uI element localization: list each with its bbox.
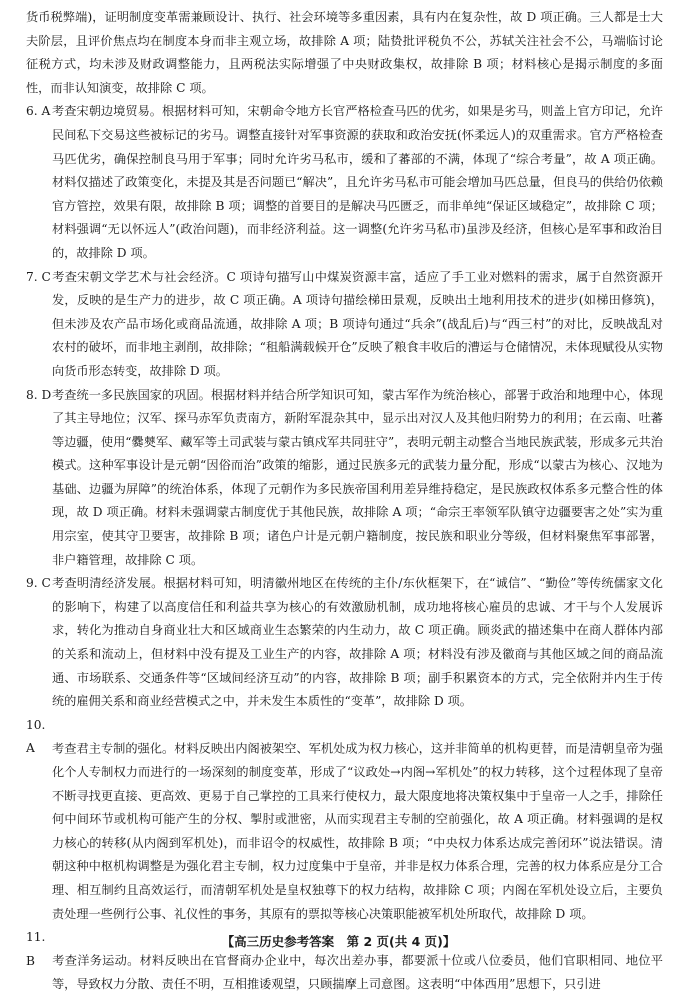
answer-text: 考查宋朝文学艺术与社会经济。C 项诗句描写山中煤炭资源丰富，适应了手工业对燃料的需求，属于自然资源开发，反映的是生产力的进步，故 C 项正确。A 项诗句描绘梯田景观，反映出土地利用技术的进步(如梯田修筑)，但未涉及农产品市场化或商品流通，故排除 A 项；B 项诗句通过“兵余”(战乱后)与“西三村”的对比，反映战乱对农村的破坏，而非地主剥削，故排除；“租船满载候开仓”反映了粮食丰收后的漕运与仓储情况，未体现赋役从实物向货币形态转变，故排除 D 项。 bbox=[52, 269, 663, 378]
answer-text: 考查宋朝边境贸易。根据材料可知，宋朝命令地方长官严格检查马匹的优劣，如果是劣马，则盖上官方印记，允许民间私下交易这些被标记的劣马。调整直接针对军事资源的获取和政治安抚(怀柔远人)的双重需求。官方严格检查马匹优劣，确保控制良马用于军事；同时允许劣马私市，缓和了蕃部的不满，体现了“综合考量”，故 A 项正确。材料仅描述了政策变化，未提及其是否问题已“解决”，且允许劣马私市可能会增加马匹总量，但良马的供给仍依赖官方管控，效果有限，故排除 B 项；调整的首要目的是解决马匹匮乏，而非单纯“保证区域稳定”，故排除 C 项；材料强调“无以怀远人”(政治问题)，而非经济利益。这一调整(允许劣马私市)虽涉及经济，但核心是军事和政治目的，故排除 D 项。 bbox=[52, 104, 663, 260]
answer-number: 6. A bbox=[26, 104, 51, 119]
page-footer: 【高三历史参考答案 第 2 页(共 4 页)】 bbox=[221, 934, 456, 949]
answer-page bbox=[26, 6, 663, 997]
answer-text: 考查统一多民族国家的巩固。根据材料并结合所学知识可知，蒙古军作为统治核心，部署于政治和地理中心，体现了其主导地位；汉军、探马赤军负责南方，新附军混杂其中，显示出对汉人及其他归附势力的利用；在云南、吐蕃等边疆，使用“爨僰军、藏军等土司武装与蒙古镇戍军共同驻守”，表明元朝主动整合当地民族武装，形成多元共治模式。这种军事设计是元朝“因俗而治”政策的缩影，通过民族多元的武装力量分配，形成“以蒙古为核心、汉地为基础、边疆为屏障”的统治体系，体现了元朝作为多民族帝国利用差异维持稳定，是民族政权体系多元整合性的体现，故 D 项正确。材料未强调蒙古制度优于其他民族，故排除 A 项；“命宗王率领军队镇守边疆要害之处”实为重用宗室，使其守卫要害，故排除 B 项；诸色户计是元朝户籍制度，按民族和职业分等级，但材料聚焦军事部署，非户籍管理，故排除 C 项。 bbox=[52, 387, 663, 567]
answer-text: 考查君主专制的强化。材料反映出内阁被架空、军机处成为权力核心，这并非简单的机构更替，而是清朝皇帝为强化个人专制权力而进行的一场深刻的制度变革，形成了“议政处→内阁→军机处”的权力转移，这个过程体现了皇帝不断寻找更直接、更高效、更易于自己掌控的工具来行使权力，最大限度地将决策权集中于皇帝一人之手，排除任何中间环节或机构可能产生的分权、掣肘或泄密，从而实现君主专制的空前强化，故 A 项正确。材料强调的是权力核心的转移(从内阁到军机处)，而非诏令的权威性，故排除 B 项；“中央权力体系达成完善闭环”说法错误。清朝这种中枢机构调整是为强化君主专制，权力过度集中于皇帝，并非是权力体系合理，完善的权力体系应是分工合理、相互制约且高效运行，而清朝军机处是皇权独尊下的权力结构，故排除 C 项；内阁在军机处设立后，主要负责处理一些例行公事、礼仪性的事务，其原有的票拟等核心决策职能被军机处所取代，故排除 D 项。 bbox=[52, 741, 663, 921]
answer-item-9 bbox=[26, 572, 663, 714]
answer-number: 9. C bbox=[26, 576, 51, 591]
answer-number: 10. A bbox=[26, 717, 46, 756]
answer-number: 8. D bbox=[26, 387, 52, 402]
answer-item-7 bbox=[26, 266, 663, 384]
answer-number: 11. B bbox=[26, 930, 46, 968]
answer-item-10 bbox=[26, 714, 663, 926]
answer-item-8 bbox=[26, 384, 663, 573]
answer-item-6 bbox=[26, 100, 663, 265]
intro-paragraph: 货币税弊端)，证明制度变革需兼顾设计、执行、社会环境等多重因素，具有内在复杂性，故 D 项正确。三人都是士大夫阶层，且评价焦点均在制度本身而非主观立场，故排除 A 项；陆贽批评税负不公，苏轼关注社会不公，马端临讨论征税方式，均未涉及财政调整能力，且两税法实际增强了中央财政集权，故排除 B 项；材料核心是揭示制度的多面性，而非认知演变，故排除 C 项。 bbox=[26, 10, 663, 95]
answer-number: 7. C bbox=[26, 269, 51, 284]
answer-text: 考查明清经济发展。根据材料可知，明清徽州地区在传统的主仆/东伙框架下，在“诚信”、“勤俭”等传统儒家文化的影响下，构建了以高度信任和利益共享为核心的有效激励机制，成功地将核心雇员的忠诚、才干与个人发展诉求，转化为推动自身商业壮大和区域商业生态繁荣的内生动力，故 C 项正确。顾炎武的描述集中在商人群体内部的关系和流动上，但材料中没有提及工业生产的内容，故排除 A 项；材料没有涉及徽商与其他区域之间的商品流通、市场联系、交通条件等“区域间经济互动”的内容，故排除 B 项；副手积累资本的方式，完全依附并内生于传统的雇佣关系和商业经营模式之中，并未发生本质性的“变革”，故排除 D 项。 bbox=[52, 576, 663, 709]
answer-text: 考查洋务运动。材料反映出在官督商办企业中，每次出差办事，都要派十位或八位委员，他们官职相同、地位平等，导致权力分散、责任不明，互相推诿观望，只顾揣摩上司意图。这表明“中体西用”思想下，只引进 bbox=[52, 953, 663, 992]
